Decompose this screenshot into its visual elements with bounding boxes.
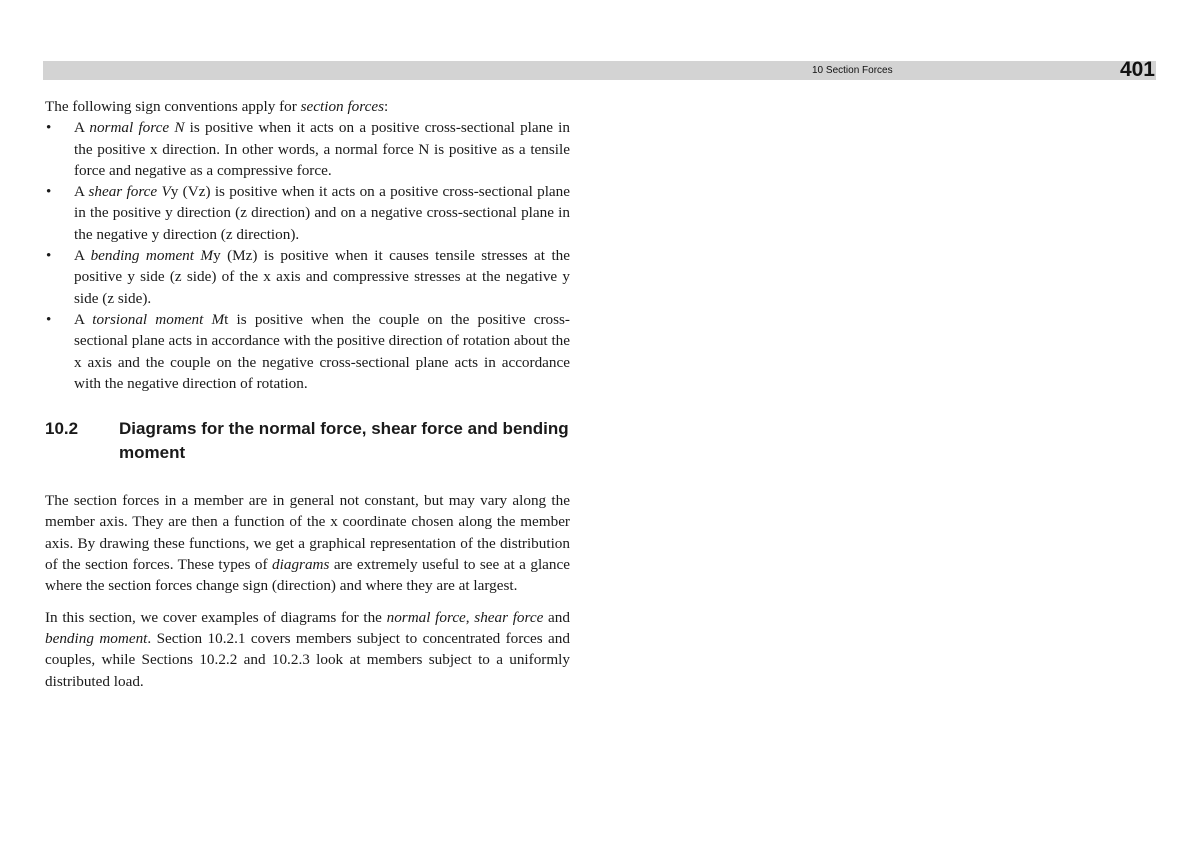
body-paragraph: The section forces in a member are in general not constant, but may vary along the member axis. They are then a function of the x coordinate chosen along the member axis. By drawing these functions, we get a graphical representation of the distribution of the section forces. These types of diagrams are extremely useful to see at a glance where the section forces change sign (direction) and where they are at largest. — [45, 492, 570, 595]
running-header-bar — [43, 61, 1156, 80]
term-section-forces: section forces — [300, 98, 384, 115]
running-title: 10 Section Forces — [812, 65, 893, 76]
page-number: 401 — [1119, 58, 1155, 81]
page-body — [45, 96, 570, 692]
list-item: • A shear force Vy (Vz) is positive when it acts on a positive cross-sectional plane in the positive y direction (z direction) and on a negative cross-sectional plane in the negative y direction (z direction). — [46, 183, 570, 243]
section-number: 10.2 — [45, 419, 79, 439]
sign-conventions-list — [45, 117, 570, 394]
bullet-icon: • — [46, 247, 52, 265]
bullet-icon: • — [46, 310, 52, 328]
section-title: Diagrams for the normal force, shear force and bending moment — [119, 419, 569, 463]
list-item: • A bending moment My (Mz) is positive when it causes tensile stresses at the positive y side (z side) of the x axis and compressive stresses at the negative y side (z side). — [46, 247, 570, 307]
body-paragraph: In this section, we cover examples of diagrams for the normal force, shear force and bending moment. Section 10.2.1 covers members subject to concentrated forces and couples, while Sections 10.2.2 and 10.2.3 look at members subject to a uniformly distributed load. — [45, 608, 570, 690]
list-item: • A normal force N is positive when it acts on a positive cross-sectional plane in the positive x direction. In other words, a normal force N is positive as a tensile force and negative as a compressive force. — [46, 119, 570, 179]
list-item: • A torsional moment Mt is positive when the couple on the positive cross-sectional plane acts in accordance with the positive direction of rotation about the x axis and the couple on the negative cross-sectional plane acts in accordance with the negative direction of rotation. — [46, 310, 570, 392]
bullet-icon: • — [46, 119, 52, 137]
bullet-icon: • — [46, 183, 52, 201]
intro-paragraph: The following sign conventions apply for section forces: — [45, 98, 389, 115]
section-heading — [45, 417, 570, 465]
